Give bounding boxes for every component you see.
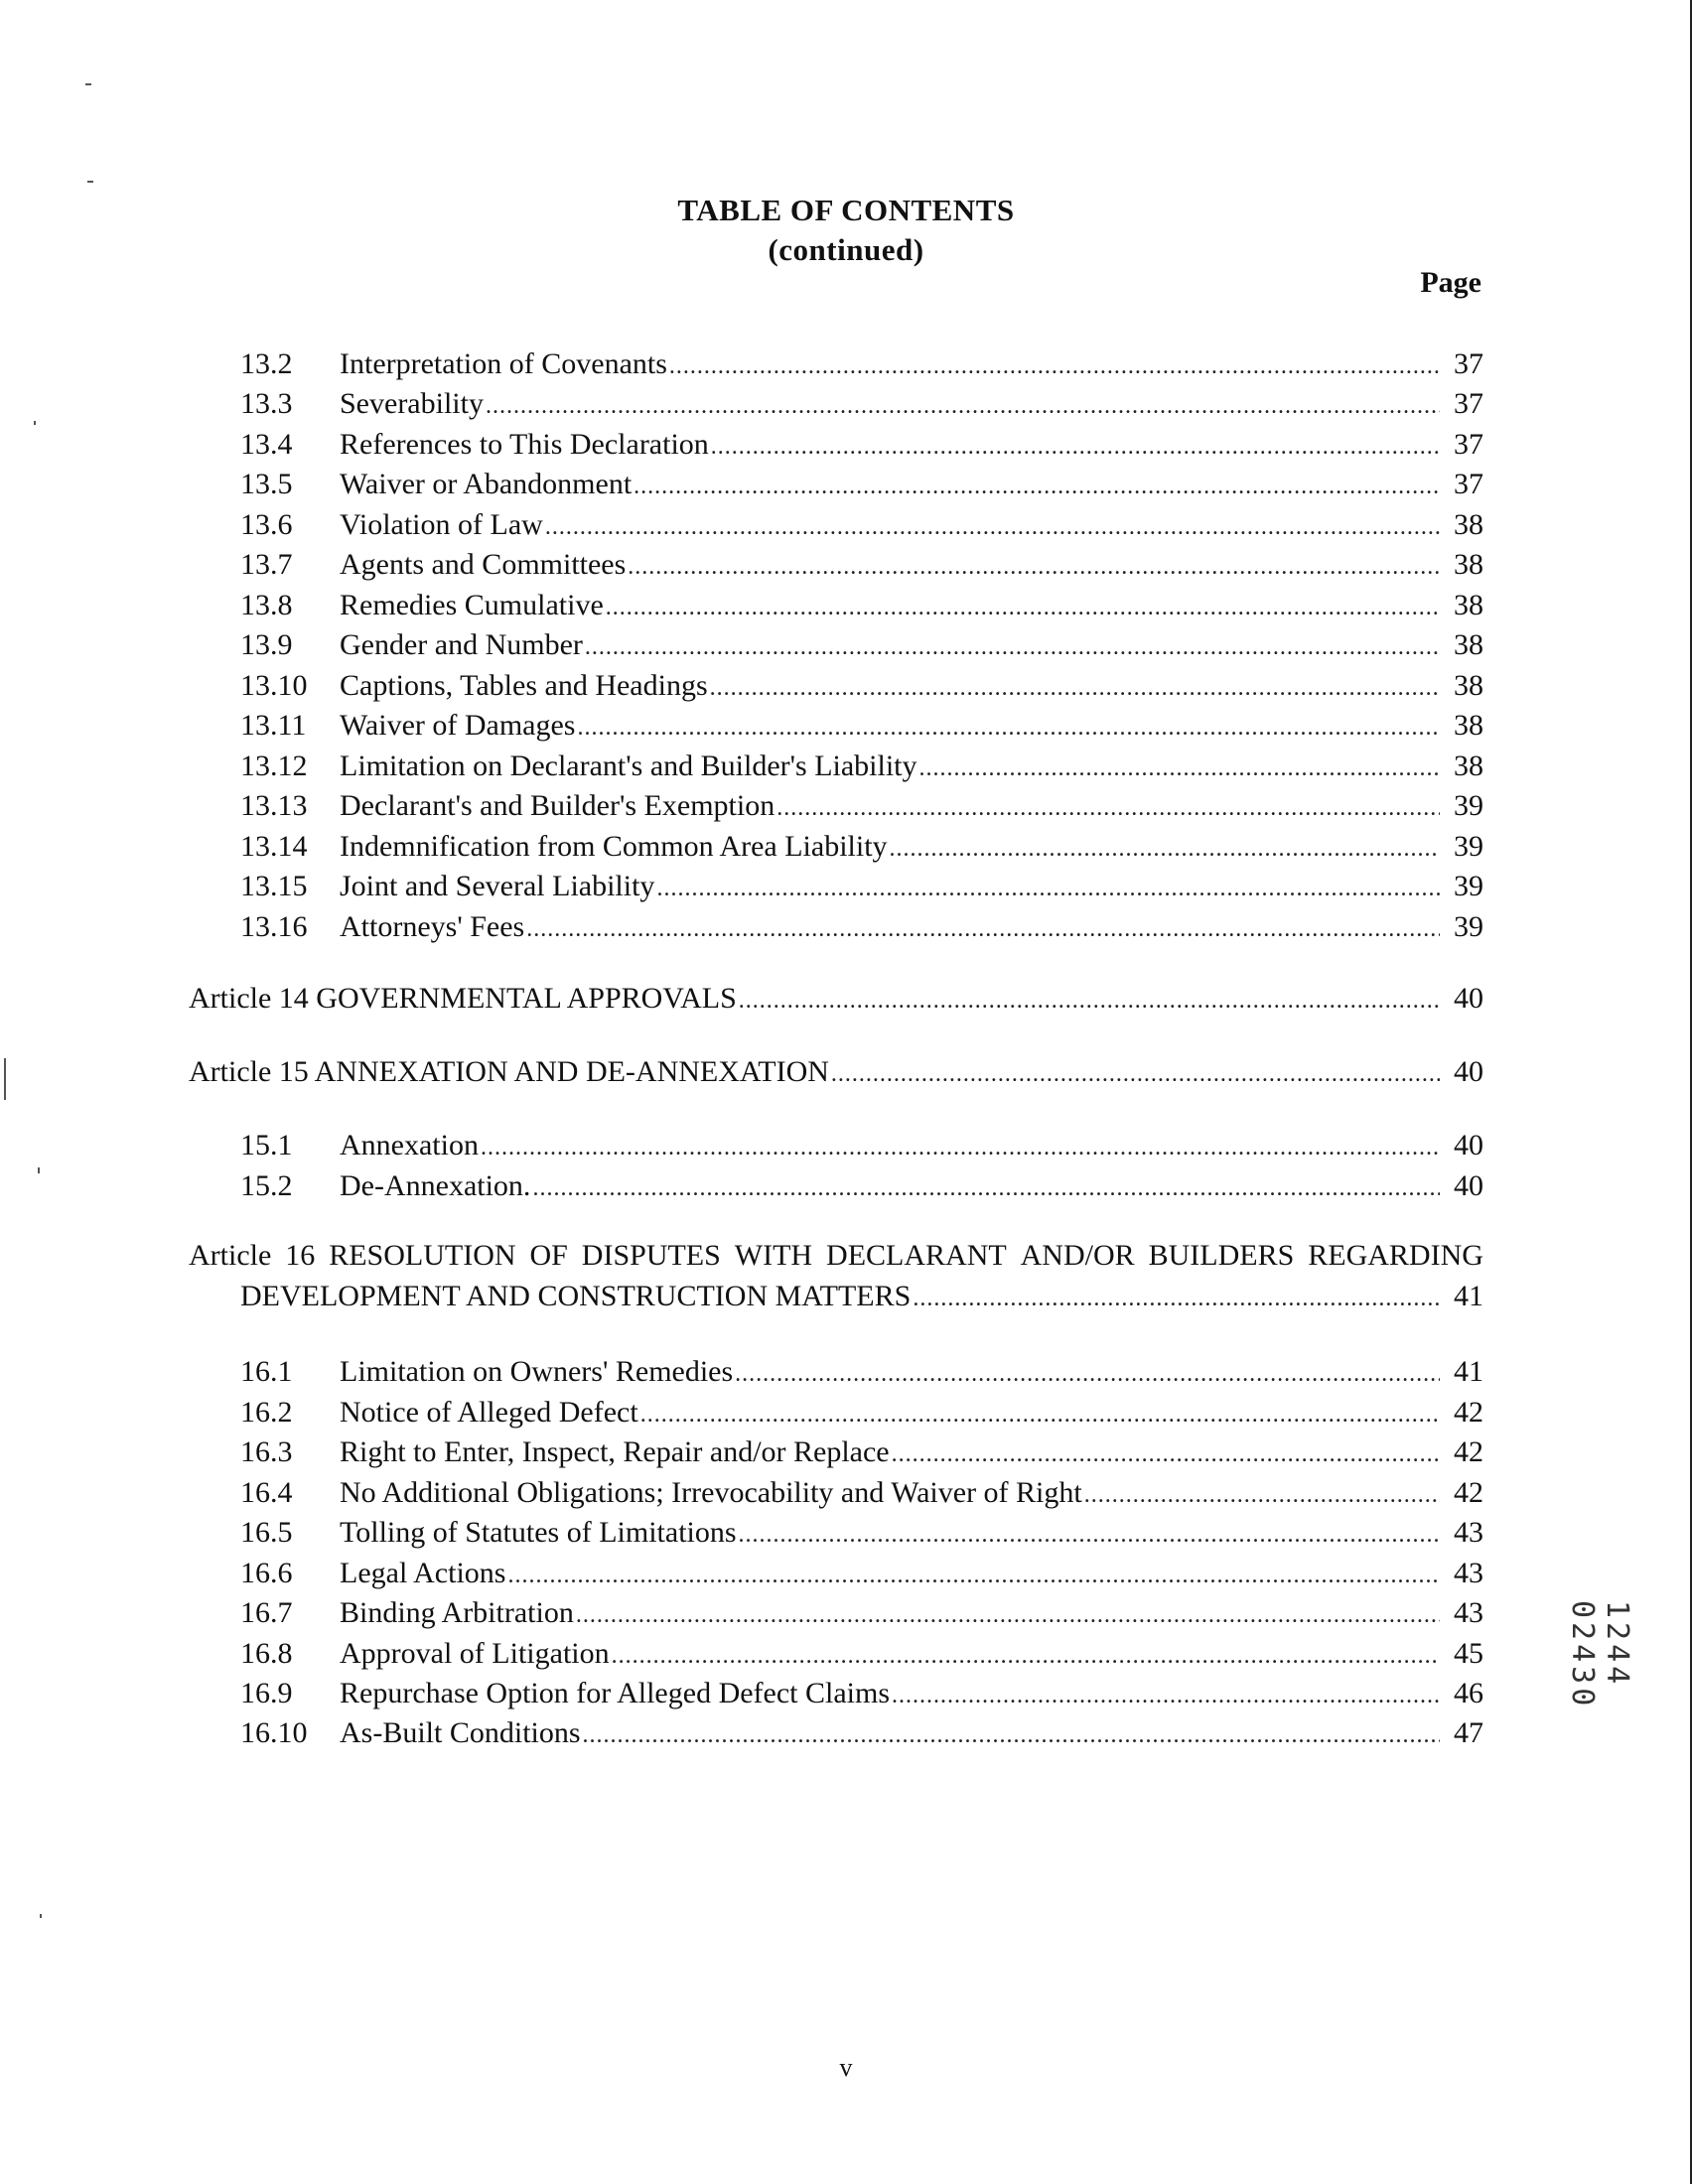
section-title: References to This Declaration (340, 428, 709, 461)
page-number: 40 (1454, 1169, 1483, 1202)
toc-entry[interactable] (240, 345, 1483, 383)
section-title: Gender and Number (340, 628, 583, 661)
dot-leader (735, 1355, 1440, 1393)
page-number: 42 (1454, 1476, 1483, 1509)
toc-entry[interactable] (240, 626, 1483, 664)
toc-entry[interactable] (240, 868, 1483, 905)
section-number: 16.1 (240, 1355, 293, 1388)
toc-entry[interactable] (240, 426, 1483, 464)
toc-entry[interactable] (240, 707, 1483, 745)
article-word: DECLARANT (826, 1239, 1007, 1272)
section-number: 16.6 (240, 1557, 293, 1589)
article-word: OF (529, 1239, 568, 1272)
section-title: Waiver or Abandonment (340, 468, 633, 500)
section-number: 13.16 (240, 910, 308, 943)
section-title: No Additional Obligations; Irrevocability and Waiver of Right (340, 1476, 1082, 1509)
page-number: 42 (1454, 1396, 1483, 1429)
page-number: 43 (1454, 1596, 1483, 1629)
toc-entry[interactable] (240, 908, 1483, 946)
dot-leader (892, 1677, 1440, 1714)
toc-entry[interactable] (240, 1675, 1483, 1712)
section-title: As-Built Conditions (340, 1716, 581, 1749)
section-title: Declarant's and Builder's Exemption (340, 789, 776, 822)
section-number: 13.4 (240, 428, 293, 461)
section-number: 13.10 (240, 669, 308, 702)
section-number: 16.2 (240, 1396, 293, 1429)
section-title: De-Annexation. (340, 1169, 531, 1202)
section-title: Legal Actions (340, 1557, 506, 1589)
article-title: Article 14 GOVERNMENTAL APPROVALS (189, 982, 737, 1015)
toc-entry[interactable] (240, 787, 1483, 825)
dot-leader (576, 1596, 1440, 1634)
section-number: 15.1 (240, 1129, 293, 1161)
section-number: 16.4 (240, 1476, 293, 1509)
page-number: 47 (1454, 1716, 1483, 1749)
toc-entry[interactable] (240, 748, 1483, 785)
page-number: 43 (1454, 1557, 1483, 1589)
section-title: Annexation (340, 1129, 479, 1161)
article-word: RESOLUTION (329, 1239, 516, 1272)
toc-title: TABLE OF CONTENTS (677, 193, 1015, 227)
page-number: 39 (1454, 910, 1483, 943)
page-number: 40 (1454, 1055, 1483, 1088)
toc-article-15[interactable] (189, 1053, 1483, 1091)
page-number: 37 (1454, 347, 1483, 380)
dot-leader (577, 709, 1440, 747)
section-title: Repurchase Option for Alleged Defect Claims (340, 1677, 891, 1709)
article-word: REGARDING (1308, 1239, 1483, 1272)
section-number: 13.8 (240, 589, 293, 621)
dot-leader (669, 347, 1440, 385)
section-number: 13.15 (240, 870, 308, 902)
article-word: 16 (285, 1239, 316, 1272)
section-title: Waiver of Damages (340, 709, 576, 742)
section-title: Interpretation of Covenants (340, 347, 667, 380)
article-title-continued: DEVELOPMENT AND CONSTRUCTION MATTERS (240, 1280, 912, 1312)
dot-leader (486, 387, 1440, 425)
toc-entry[interactable] (240, 1353, 1483, 1391)
section-title: Approval of Litigation (340, 1637, 610, 1670)
page-folio: v (839, 2053, 853, 2082)
section-number: 16.5 (240, 1516, 293, 1549)
section-number: 13.13 (240, 789, 308, 822)
page-number: 40 (1454, 1129, 1483, 1161)
toc-entry[interactable] (240, 385, 1483, 423)
page-number: 42 (1454, 1435, 1483, 1468)
toc-entry[interactable] (240, 1514, 1483, 1552)
page-number: 45 (1454, 1637, 1483, 1670)
dot-leader (890, 830, 1440, 868)
dot-leader (640, 1396, 1440, 1433)
page-number: 40 (1454, 982, 1483, 1015)
toc-entry[interactable] (240, 1127, 1483, 1164)
dot-leader (481, 1129, 1440, 1166)
toc-entry[interactable] (240, 1433, 1483, 1471)
article-word: BUILDERS (1148, 1239, 1295, 1272)
page-number: 39 (1454, 789, 1483, 822)
toc-article-16-line1[interactable] (189, 1237, 1483, 1275)
section-number: 16.3 (240, 1435, 293, 1468)
toc-entry[interactable] (240, 506, 1483, 544)
toc-subtitle: (continued) (768, 232, 924, 267)
section-title: Joint and Several Liability (340, 870, 655, 902)
toc-entry[interactable] (240, 1394, 1483, 1432)
dot-leader (585, 628, 1440, 666)
page-number: 37 (1454, 387, 1483, 420)
page-number: 38 (1454, 628, 1483, 661)
dot-leader (507, 1557, 1440, 1594)
page-number: 38 (1454, 669, 1483, 702)
toc-article-14[interactable] (189, 980, 1483, 1018)
toc-entry[interactable] (240, 466, 1483, 503)
dot-leader (892, 1435, 1440, 1473)
section-title: Right to Enter, Inspect, Repair and/or Replace (340, 1435, 890, 1468)
article-title: Article 15 ANNEXATION AND DE-ANNEXATION (189, 1055, 829, 1088)
dot-leader (606, 589, 1440, 626)
toc-entry[interactable] (240, 667, 1483, 705)
dot-leader (710, 669, 1440, 707)
page-number: 46 (1454, 1677, 1483, 1709)
dot-leader (526, 910, 1440, 948)
page-number: 41 (1454, 1280, 1483, 1312)
dot-leader (634, 468, 1440, 505)
dot-leader (776, 789, 1440, 827)
dot-leader (711, 428, 1440, 466)
toc-entry[interactable] (240, 1474, 1483, 1512)
section-number: 15.2 (240, 1169, 293, 1202)
toc-entry[interactable] (240, 1635, 1483, 1673)
page-number: 37 (1454, 468, 1483, 500)
dot-leader (583, 1716, 1440, 1754)
section-title: Severability (340, 387, 484, 420)
section-number: 13.12 (240, 750, 308, 782)
toc-entry[interactable] (240, 587, 1483, 624)
section-number: 16.9 (240, 1677, 293, 1709)
page-number: 41 (1454, 1355, 1483, 1388)
section-number: 16.7 (240, 1596, 293, 1629)
dot-leader (739, 1516, 1440, 1554)
toc-entry[interactable] (240, 1594, 1483, 1632)
dot-leader (739, 982, 1440, 1020)
page-number: 43 (1454, 1516, 1483, 1549)
section-title: Tolling of Statutes of Limitations (340, 1516, 737, 1549)
section-number: 13.9 (240, 628, 293, 661)
dot-leader (532, 1169, 1440, 1207)
section-number: 13.14 (240, 830, 308, 863)
article-word: DISPUTES (581, 1239, 721, 1272)
section-number: 13.2 (240, 347, 293, 380)
section-number: 16.8 (240, 1637, 293, 1670)
page-number: 38 (1454, 589, 1483, 621)
section-title: Binding Arbitration (340, 1596, 574, 1629)
dot-leader (831, 1055, 1440, 1093)
page-number: 38 (1454, 508, 1483, 541)
section-title: Remedies Cumulative (340, 589, 604, 621)
bates-stamp: 1244 02430 (1565, 1600, 1634, 1710)
dot-leader (628, 548, 1440, 586)
dot-leader (612, 1637, 1440, 1675)
toc-entry[interactable] (240, 1167, 1483, 1205)
dot-leader (656, 870, 1440, 907)
page-number: 38 (1454, 709, 1483, 742)
page-column-label: Page (1420, 266, 1481, 299)
section-number: 13.5 (240, 468, 293, 500)
section-number: 16.10 (240, 1716, 308, 1749)
dot-leader (919, 750, 1440, 787)
section-title: Attorneys' Fees (340, 910, 525, 943)
section-number: 13.6 (240, 508, 293, 541)
page-number: 38 (1454, 750, 1483, 782)
dot-leader (545, 508, 1440, 546)
article-word: Article (189, 1239, 272, 1272)
section-title: Captions, Tables and Headings (340, 669, 708, 702)
section-title: Limitation on Owners' Remedies (340, 1355, 734, 1388)
article-word: WITH (734, 1239, 813, 1272)
toc-entry[interactable] (240, 828, 1483, 866)
dot-leader (1084, 1476, 1440, 1514)
article-word: AND/OR (1020, 1239, 1135, 1272)
page-number: 39 (1454, 870, 1483, 902)
section-title: Notice of Alleged Defect (340, 1396, 638, 1429)
section-title: Violation of Law (340, 508, 543, 541)
section-title: Indemnification from Common Area Liability (340, 830, 888, 863)
section-title: Limitation on Declarant's and Builder's Liability (340, 750, 917, 782)
page-number: 39 (1454, 830, 1483, 863)
section-number: 13.11 (240, 709, 307, 742)
section-title: Agents and Committees (340, 548, 627, 581)
toc-article-16-line2[interactable] (240, 1278, 1483, 1315)
toc-entry[interactable] (240, 1714, 1483, 1752)
section-number: 13.3 (240, 387, 293, 420)
section-number: 13.7 (240, 548, 293, 581)
toc-entry[interactable] (240, 546, 1483, 584)
page-number: 37 (1454, 428, 1483, 461)
toc-entry[interactable] (240, 1555, 1483, 1592)
page-number: 38 (1454, 548, 1483, 581)
dot-leader (913, 1280, 1440, 1317)
